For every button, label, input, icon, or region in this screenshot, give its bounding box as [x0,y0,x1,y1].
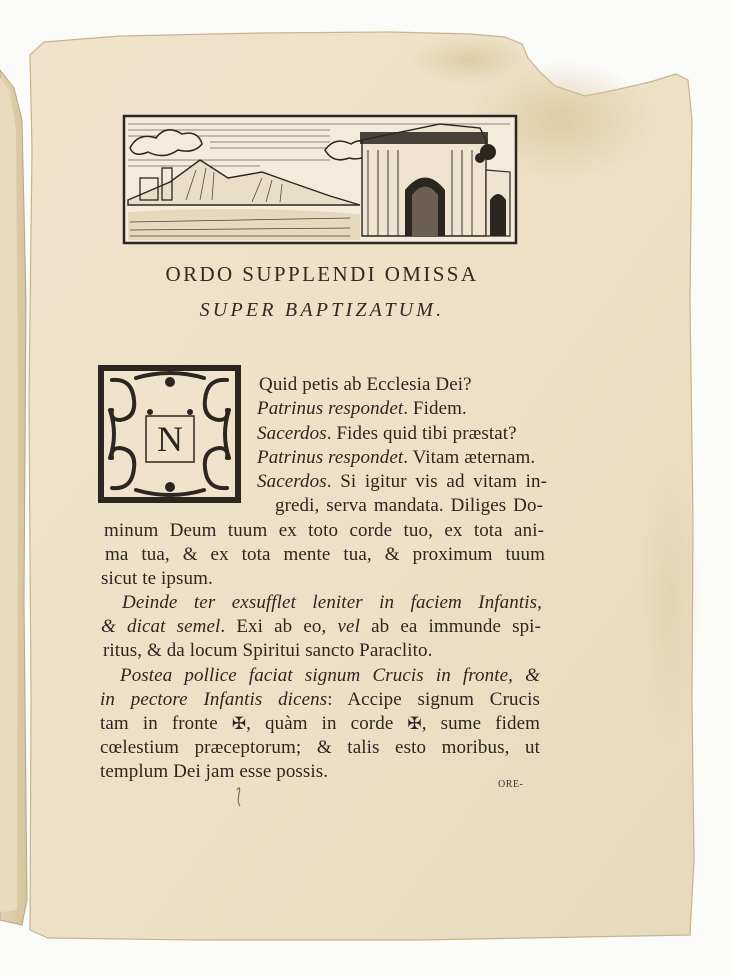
text-span: , quàm in corde [246,713,408,734]
text-span: : Accipe signum Crucis [327,689,540,710]
text-line [120,664,540,687]
catchword: ORE- [498,779,524,790]
text-span: . Fidem. [403,398,467,419]
initial-letter-N: N [157,419,183,459]
text-span: , sume fidem [421,713,540,734]
text-span: Patrinus respondet [257,447,404,468]
text-line [100,760,328,783]
text-span: Deinde ter exsufflet leniter in faciem Infantis, [122,592,542,613]
heading-line-2: SUPER BAPTIZATUM. [199,299,445,321]
text-line [101,567,213,590]
text-line [275,494,543,517]
text-line [257,446,535,469]
text-span: & dicat semel [101,616,221,637]
text-span: ritus, & da locum Spiritui sancto Paraclito. [103,640,433,661]
text-line [101,615,541,638]
heading-line-1: ORDO SUPPLENDI OMISSA [165,262,479,286]
text-span: sicut te ipsum. [101,568,213,589]
woodcut-header-image [124,116,516,243]
text-span: in pectore Infantis dicens [100,689,328,710]
text-line [100,688,540,711]
text-line [259,373,472,396]
text-line [257,397,467,420]
text-span: Postea pollice faciat signum Crucis in fronte, & [120,665,540,686]
text-span: . Fides quid tibi præstat? [326,423,517,444]
text-span: ma tua, & ex tota mente tua, & proximum tuum [105,544,545,565]
text-line [122,591,542,614]
text-line [105,543,545,566]
text-line [100,712,540,735]
text-span: . Si igitur vis ad vitam in- [326,471,547,492]
text-line [103,639,432,662]
text-span: ab ea immunde spi- [359,616,541,637]
text-line [257,422,517,445]
text-span: minum Deum tuum ex toto corde tuo, ex tota ani- [104,520,544,541]
text-line [257,470,547,493]
text-span: templum Dei jam esse possis. [100,761,329,782]
text-line [100,736,540,759]
text-line [104,519,544,542]
text-span: Patrinus respondet [257,398,404,419]
text-span: vel [337,616,360,637]
text-span: Quid petis ab Ecclesia Dei? [259,374,472,395]
cross-icon: ✠ [231,714,247,733]
text-span: Sacerdos [257,423,327,444]
cross-icon: ✠ [407,714,422,733]
text-span: tam in fronte [100,713,232,734]
text-span: Sacerdos [257,471,327,492]
text-span: gredi, serva mandata. Diliges Do- [275,495,543,516]
text-span: . Vitam æternam. [403,447,536,468]
text-span: . Exi ab eo, [220,616,338,637]
text-span: cœlestium præceptorum; & talis esto moribus, ut [100,737,540,758]
